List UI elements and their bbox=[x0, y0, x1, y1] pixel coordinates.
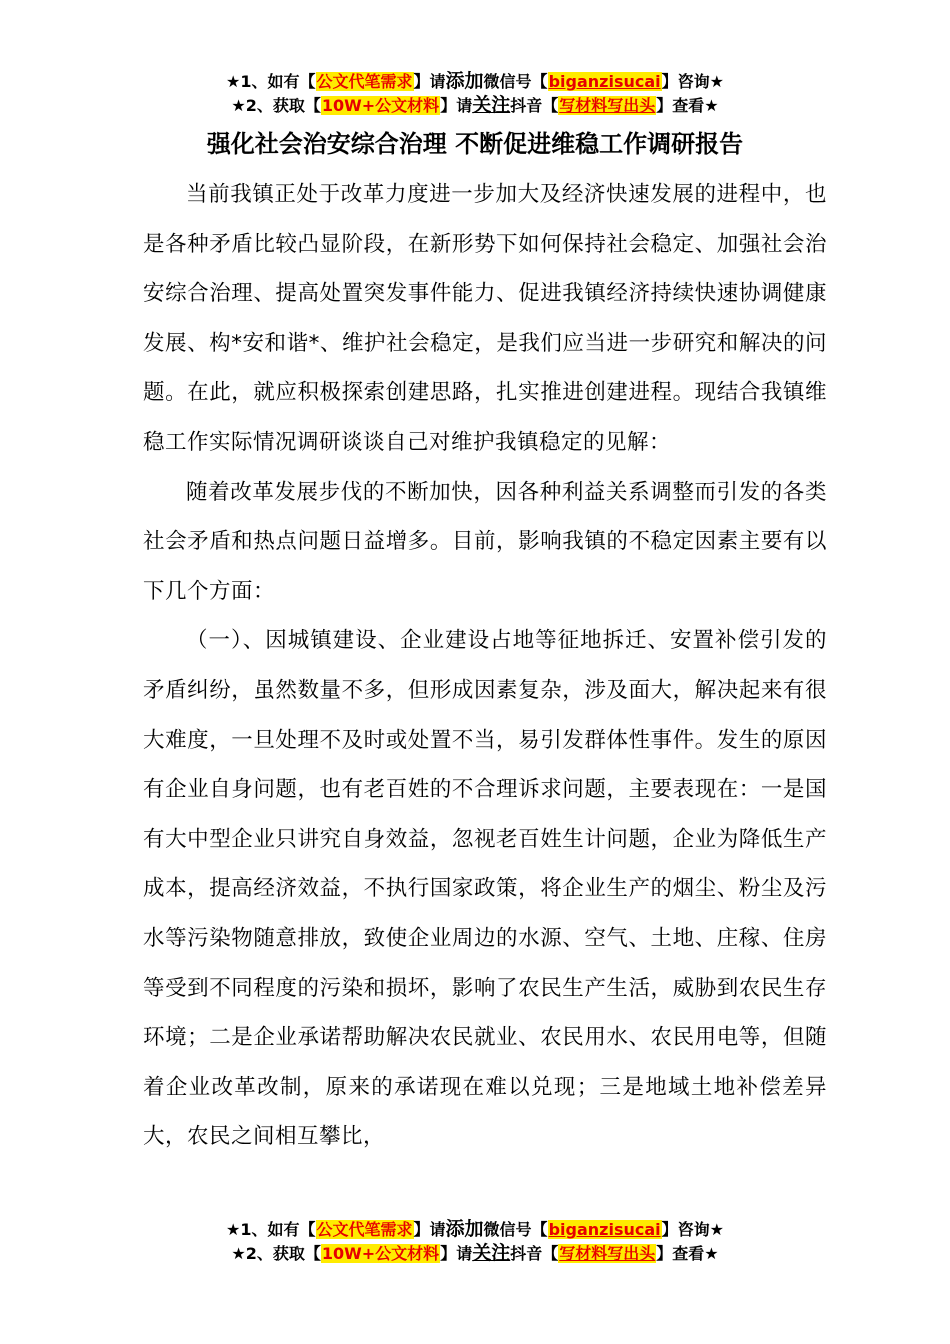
banner-highlight: 10W+公文材料 bbox=[321, 96, 440, 115]
header-banner bbox=[0, 70, 950, 118]
banner-text: 】查看★ bbox=[656, 1244, 719, 1263]
banner-highlight: 写材料写出头 bbox=[559, 1244, 656, 1263]
banner-line-1 bbox=[0, 1218, 950, 1242]
banner-text: 抖音【 bbox=[510, 1244, 559, 1263]
banner-text: 】请 bbox=[440, 1244, 473, 1263]
banner-text: 】咨询★ bbox=[661, 72, 724, 91]
banner-text: 微信号【 bbox=[483, 1220, 548, 1239]
banner-highlight: 公文代笔需求 bbox=[316, 1220, 413, 1239]
banner-highlight: biganzisucai bbox=[548, 72, 661, 91]
banner-text: ★2、获取【 bbox=[231, 96, 321, 115]
banner-emphasis: 添加 bbox=[445, 70, 484, 92]
banner-text: 】请 bbox=[440, 96, 473, 115]
document-body bbox=[143, 170, 827, 1162]
banner-text: 抖音【 bbox=[510, 96, 559, 115]
footer-banner bbox=[0, 1218, 950, 1266]
banner-text: ★1、如有【 bbox=[226, 72, 316, 91]
banner-highlight: 10W+公文材料 bbox=[321, 1244, 440, 1263]
banner-emphasis: 添加 bbox=[445, 1218, 484, 1240]
banner-text: ★2、获取【 bbox=[231, 1244, 321, 1263]
banner-emphasis: 关注 bbox=[472, 1242, 511, 1264]
document-title: 强化社会治安综合治理 不断促进维稳工作调研报告 bbox=[206, 130, 744, 158]
banner-highlight: 写材料写出头 bbox=[559, 96, 656, 115]
paragraph-factors: 随着改革发展步伐的不断加快，因各种利益关系调整而引发的各类社会矛盾和热点问题日益增多。目前，影响我镇的不稳定因素主要有以下几个方面： bbox=[143, 479, 827, 604]
banner-text: 】请 bbox=[413, 1220, 446, 1239]
banner-text: 】请 bbox=[413, 72, 446, 91]
banner-emphasis: 关注 bbox=[472, 94, 511, 116]
banner-text: 】查看★ bbox=[656, 96, 719, 115]
paragraph-section-1: （一）、因城镇建设、企业建设占地等征地拆迁、安置补偿引发的矛盾纠纷，虽然数量不多，但形成因素复杂，涉及面大，解决起来有很大难度，一旦处理不及时或处置不当，易引发群体性事件。发生的原因有企业自身问题，也有老百姓的不合理诉求问题，主要表现在：一是国有大中型企业只讲究自身效益，忽视老百姓生计问题，企业为降低生产成本，提高经济效益，不执行国家政策，将企业生产的烟尘、粉尘及污水等污染物随意排放，致使企业周边的水源、空气、土地、庄稼、住房等受到不同程度的污染和损坏，影响了农民生产生活，威胁到农民生存环境；二是企业承诺帮助解决农民就业、农民用水、农民用电等，但随着企业改革改制，原来的承诺现在难以兑现；三是地域土地补偿差异大，农民之间相互攀比， bbox=[143, 628, 827, 1150]
banner-text: 】咨询★ bbox=[661, 1220, 724, 1239]
banner-line-1 bbox=[0, 70, 950, 94]
paragraph-intro: 当前我镇正处于改革力度进一步加大及经济快速发展的进程中，也是各种矛盾比较凸显阶段，在新形势下如何保持社会稳定、加强社会治安综合治理、提高处置突发事件能力、促进我镇经济持续快速协调健康发展、构*安和谐*、维护社会稳定，是我们应当进一步研究和解决的问题。在此，就应积极探索创建思路，扎实推进创建进程。现结合我镇维稳工作实际情况调研谈谈自己对维护我镇稳定的见解： bbox=[143, 182, 827, 455]
banner-text: 微信号【 bbox=[483, 72, 548, 91]
banner-line-2 bbox=[0, 94, 950, 118]
banner-highlight: 公文代笔需求 bbox=[316, 72, 413, 91]
banner-line-2 bbox=[0, 1242, 950, 1266]
banner-highlight: biganzisucai bbox=[548, 1220, 661, 1239]
banner-text: ★1、如有【 bbox=[226, 1220, 316, 1239]
